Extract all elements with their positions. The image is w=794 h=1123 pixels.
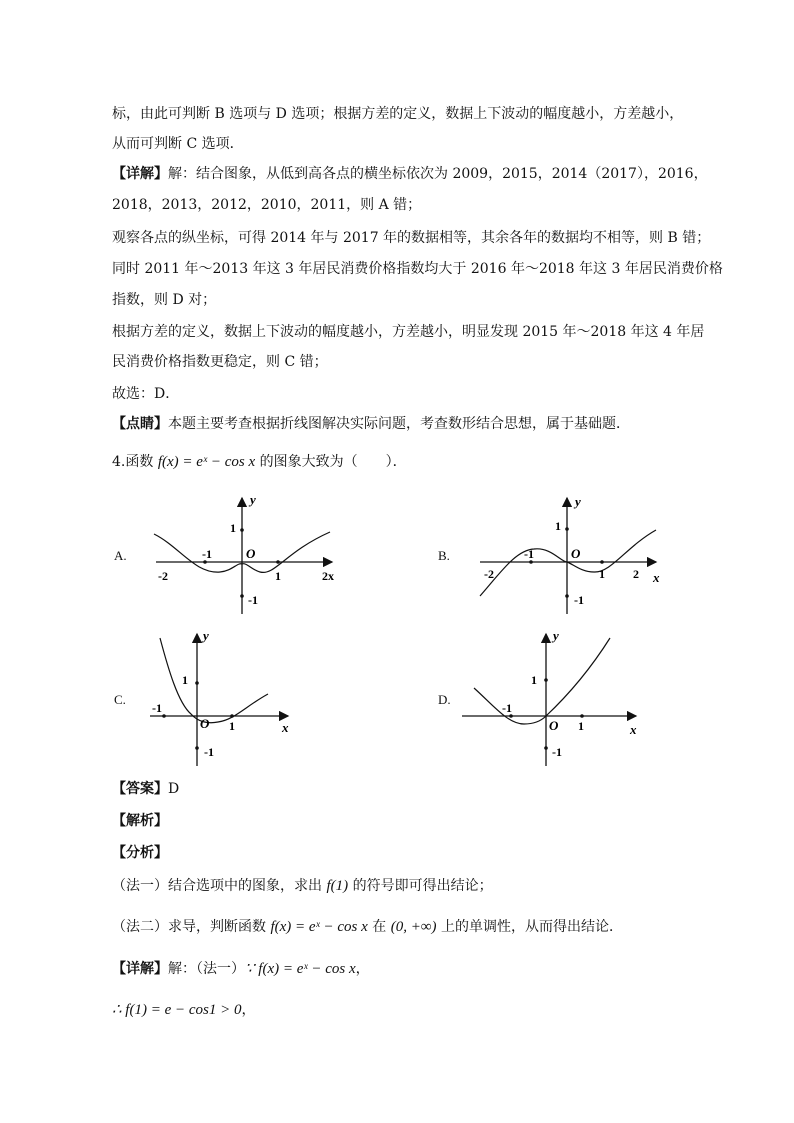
- text-line-9: 民消费价格指数更稳定，则 C 错；: [112, 354, 328, 370]
- tick-1x-b: 1: [599, 567, 605, 581]
- conclusion-formula: ∴ f(1) = e − cos1 > 0: [112, 1002, 242, 1018]
- detail-tag: 【详解】: [112, 166, 168, 182]
- text-line-8: 根据方差的定义，数据上下波动的幅度越小，方差越小，明显发现 2015 年～2018 年这 4 年居: [112, 324, 705, 340]
- text-line-2: 从而可判断 C 选项．: [112, 136, 244, 152]
- x-label-b: x: [653, 570, 660, 585]
- tick-neg1y-a: -1: [248, 593, 258, 607]
- conclusion-suffix: ，: [241, 1002, 256, 1018]
- text-line-6: 同时 2011 年～2013 年这 3 年居民消费价格指数均大于 2016 年～2018 年这 3 年居民消费价格: [112, 261, 723, 277]
- option-b-label: B.: [438, 548, 450, 563]
- origin-b: O: [571, 546, 581, 561]
- option-c-label: C.: [114, 692, 126, 707]
- text-line-4: 2018，2013，2012，2010，2011，则 A 错；: [112, 197, 422, 213]
- graph-a: [150, 492, 340, 618]
- dianjing-tag: 【点睛】: [112, 416, 168, 432]
- tick-2-b: 2: [633, 567, 639, 581]
- text-line-11: [112, 414, 630, 434]
- option-d-label: D.: [438, 692, 451, 707]
- y-label-b: y: [575, 494, 581, 509]
- tick-neg1-c: -1: [152, 701, 162, 715]
- text-line-3: [112, 164, 708, 184]
- tick-1-a: 1: [230, 521, 236, 535]
- tick-neg1-b: -1: [524, 547, 534, 561]
- tick-1x-c: 1: [229, 719, 235, 733]
- tick-1-d: 1: [531, 673, 537, 687]
- conclusion-line: [112, 1000, 255, 1020]
- curve-d: [474, 638, 610, 724]
- origin-a: O: [246, 546, 256, 561]
- tick-1-c: 1: [182, 673, 188, 687]
- answer-value: D: [168, 781, 180, 797]
- method2-mid: 在: [367, 919, 391, 935]
- detail2-suffix: ，: [355, 961, 370, 977]
- method1-prefix: （法一）结合选项中的图象，求出: [112, 878, 327, 894]
- y-label-a: y: [250, 492, 256, 507]
- x-label-d: x: [630, 722, 637, 737]
- tick-1-b: 1: [555, 519, 561, 533]
- method2-line: [112, 917, 623, 937]
- text-line-1: 标，由此可判断 B 选项与 D 选项；根据方差的定义，数据上下波动的幅度越小，方差越小，: [112, 106, 684, 122]
- question-4: [112, 452, 407, 472]
- option-a-label: A.: [114, 548, 127, 563]
- tick-neg1-d: -1: [502, 701, 512, 715]
- graph-b: [476, 492, 666, 618]
- method1-line: [112, 876, 493, 896]
- method2-interval: (0, +∞): [390, 919, 437, 935]
- method2-suffix: 上的单调性，从而得出结论．: [436, 919, 623, 935]
- method1-suffix: 的符号即可得出结论；: [348, 878, 493, 894]
- detail2-formula: ∵ f(x) = eˣ − cos x: [245, 961, 356, 977]
- answer-tag: 【答案】: [112, 781, 168, 797]
- text-line-5: 观察各点的纵坐标，可得 2014 年与 2017 年的数据相等，其余各年的数据均不相等，则 B 错；: [112, 230, 711, 246]
- curve-c: [160, 638, 268, 723]
- tick-neg1y-b: -1: [574, 593, 584, 607]
- detail2-tag: 【详解】: [112, 961, 168, 977]
- curve-b: [480, 530, 656, 596]
- method2-prefix: （法二）求导，判断函数: [112, 919, 271, 935]
- y-label-d: y: [553, 628, 559, 643]
- method1-formula: f(1): [326, 878, 349, 894]
- fenxi-heading: 【分析】: [112, 845, 168, 861]
- tick-neg2-a: -2: [158, 569, 168, 583]
- detail2-line: [112, 959, 370, 979]
- text-line-7: 指数，则 D 对；: [112, 292, 217, 308]
- tick-1x-a: 1: [275, 569, 281, 583]
- detail2-prefix: 解：（法一）: [168, 961, 245, 977]
- tick-1x-d: 1: [578, 719, 584, 733]
- method2-formula: f(x) = eˣ − cos x: [270, 919, 368, 935]
- answer-line: [112, 779, 179, 799]
- detail-text: 解：结合图象，从低到高各点的横坐标依次为 2009，2015，2014（2017），2016，: [168, 166, 708, 182]
- origin-c: O: [200, 716, 210, 731]
- tick-neg2-b: -2: [484, 567, 494, 581]
- q4-formula: f(x) = eˣ − cos x: [157, 454, 256, 470]
- tick-neg1y-d: -1: [552, 745, 562, 759]
- y-label-c: y: [203, 628, 209, 643]
- x-label-c: x: [282, 720, 289, 735]
- q4-suffix: 的图象大致为（ ）．: [255, 454, 407, 470]
- q4-prefix: 4.函数: [112, 454, 158, 470]
- tick-2x-a: 2x: [322, 569, 334, 583]
- text-line-10: 故选：D．: [112, 386, 180, 402]
- graph-c: [146, 628, 296, 770]
- tick-neg1y-c: -1: [204, 745, 214, 759]
- jiexi-heading: 【解析】: [112, 813, 168, 829]
- graph-d: [458, 628, 648, 770]
- origin-d: O: [549, 718, 559, 733]
- tick-neg1-a: -1: [202, 547, 212, 561]
- dianjing-text: 本题主要考查根据折线图解决实际问题，考查数形结合思想，属于基础题．: [168, 416, 630, 432]
